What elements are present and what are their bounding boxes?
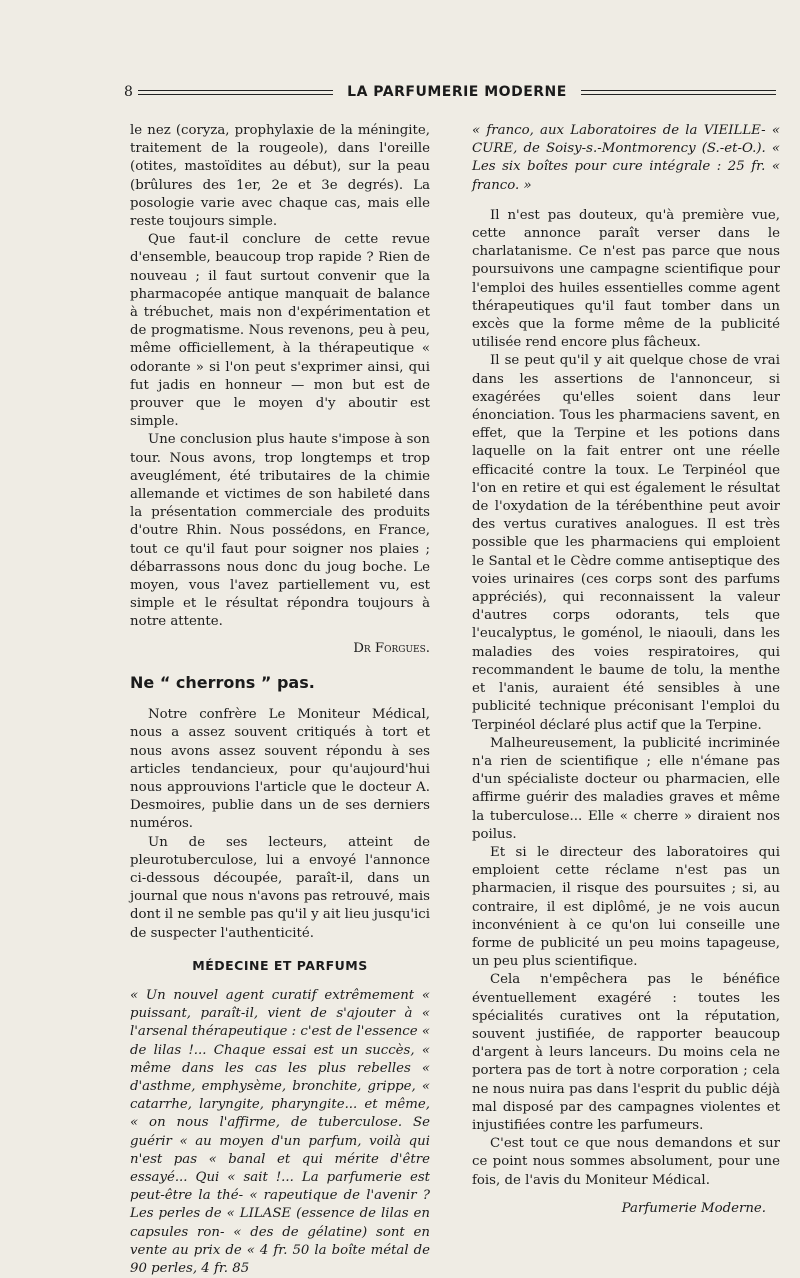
spacer xyxy=(472,195,780,207)
subsection-title: MÉDECINE ET PARFUMS xyxy=(192,957,368,973)
quoted-advertisement-end xyxy=(472,122,780,195)
running-header xyxy=(124,82,776,102)
left-column xyxy=(130,122,430,1278)
paragraph: Il se peut qu'il y ait quelque chose de vrai dans les assertions de l'annonceur, si exagérées qu'elles soient dans leur énonciation. Tous les pharmaciens savent, en effet, que la Terpine et les potions dans laquelle on la fait entrer ont une réelle efficacité contre la toux. Le Terpinéol que l'on en retire et qui est également le résultat de l'oxydation de la térébenthine peut avoir des vertus curatives analogues. Il est très possible que les pharmaciens qui emploient le Santal et le Cèdre comme antiseptique des voies urinaires (ces corps sont des parfums appréciés), qui reconnaissent la valeur d'autres corps odorants, tels que l'eucalyptus, le goménol, le niaouli, dans les maladies des voies respiratoires, qui recommandent le baume de tolu, la menthe et l'anis, auraient été sensibles à une publicité technique préconisant l'emploi du Terpinéol déclaré plus actif que la Terpine. xyxy=(472,353,780,733)
quote-text: « franco, aux Laboratoires de la VIEILLE- « CURE, de Soisy-s.-Montmorency (S.-et-O.). « Les six boîtes pour cure intégrale : 25 fr. « franco. » xyxy=(472,123,780,193)
paragraph: Notre confrère Le Moniteur Médical, nous a assez souvent critiqués à tort et nous avons assez souvent répondu à ses articles tendancieux, pour qu'aujourd'hui nous approuvions l'article que le docteur A. Desmoires, publie dans un de ses derniers numéros. xyxy=(130,707,430,832)
header-rule-left xyxy=(138,90,333,95)
quoted-advertisement xyxy=(130,987,430,1278)
paragraph: Que faut-il conclure de cette revue d'ensemble, beaucoup trop rapide ? Rien de nouveau ; il faut surtout convenir que la pharmacopée antique manquait de balance à trébuchet, mais non d'expérimentation et de progmatisme. Nous revenons, peu à peu, même officiellement, à la thérapeutique « odorante » si l'on peut s'exprimer ainsi, qui fut jadis en honneur — mon but est de prouver que le moyen d'y aboutir est simple. xyxy=(130,232,430,430)
journal-title: LA PARFUMERIE MODERNE xyxy=(347,84,567,100)
author-signature: Dr Forgues. xyxy=(353,640,430,656)
closing-signature: Parfumerie Moderne. xyxy=(621,1200,766,1216)
paragraph: Et si le directeur des laboratoires qui emploient cette réclame n'est pas un pharmacien, il risque des poursuites ; si, au contraire, il est diplômé, je ne vois aucun inconvénient à ce qu'on lui conseille une forme de publicité un peu moins tapageuse, un peu plus scientifique. xyxy=(472,844,780,970)
page-number: 8 xyxy=(124,84,133,100)
paragraph: Malheureusement, la publicité incriminée n'a rien de scientifique ; elle n'émane pas d'un spécialiste docteur ou pharmacien, elle affirme guérir des maladies graves et même la tuberculose... Elle « cherre » diraient nos poilus. xyxy=(472,735,780,842)
right-column xyxy=(472,122,780,1218)
paragraph: Une conclusion plus haute s'impose à son tour. Nous avons, trop longtemps et trop aveuglément, été tributaires de la chimie allemande et victimes de son habileté dans la présentation commerciale des produits d'outre Rhin. Nous possédons, en France, tout ce qu'il faut pour soigner nos plaies ; débarrassons nous donc du joug boche. Le moyen, vous l'avez partiellement vu, est simple et le résultat répondra toujours à notre attente. xyxy=(130,432,430,630)
header-rule-right xyxy=(581,90,776,95)
paragraph: C'est tout ce que nous demandons et sur ce point nous sommes absolument, pour une fois, de l'avis du Moniteur Médical. xyxy=(472,1136,780,1188)
paragraph: Un de ses lecteurs, atteint de pleurotuberculose, lui a envoyé l'annonce ci-dessous découpée, paraît-il, dans un journal que nous n'avons pas retrouvé, mais dont il ne semble pas qu'il y ait lieu jusqu'ici de suspecter l'authenticité. xyxy=(130,834,431,941)
section-title: Ne “ cherrons ” pas. xyxy=(130,672,315,692)
paragraph: le nez (coryza, prophylaxie de la méningite, traitement de la rougeole), dans l'oreille (otites, mastoïdites au début), sur la peau (brûlures des 1er, 2e et 3e degrés). La posologie varie avec chaque cas, mais elle reste toujours simple. xyxy=(130,123,430,230)
paragraph: Il n'est pas douteux, qu'à première vue, cette annonce paraît verser dans le charlatanisme. Ce n'est pas parce que nous poursuivons une campagne scientifique pour l'emploi des huiles essentielles comme agent thérapeutiques qu'il faut tomber dans un excès que la forme même de la publicité utilisée rend encore plus fâcheux. xyxy=(472,207,780,351)
quote-text: « Un nouvel agent curatif extrêmement « puissant, paraît-il, vient de s'ajouter à « l'arsenal thérapeutique : c'est de l'essence « de lilas !... Chaque essai est un succès, « même dans les cas les plus rebelles « d'asthme, emphysème, bronchite, grippe, « catarrhe, laryngite, pharyngite... et même, « on nous l'affirme, de tuberculose. Se guérir « au moyen d'un parfum, voilà qui n'est pas « banal et qui mérite d'être essayé... Qui « sait !... La parfumerie est peut-être la thé- « rapeutique de l'avenir ? Les perles de « LILASE (essence de lilas en capsules ron- « des de gélatine) sont en vente au prix de « 4 fr. 50 la boîte métal de 90 perles, 4 fr. 85 xyxy=(130,987,430,1276)
paragraph: Cela n'empêchera pas le bénéfice éventuellement exagéré : toutes les spécialités curatives ont la réputation, souvent justifiée, de rapporter beaucoup d'argent à leurs lanceurs. Du moins cela ne portera pas de tort à notre corporation ; cela ne nous nuira pas dans l'esprit du public déjà mal disposé par des campagnes violentes et injustifiées contre les parfumeurs. xyxy=(472,972,780,1133)
